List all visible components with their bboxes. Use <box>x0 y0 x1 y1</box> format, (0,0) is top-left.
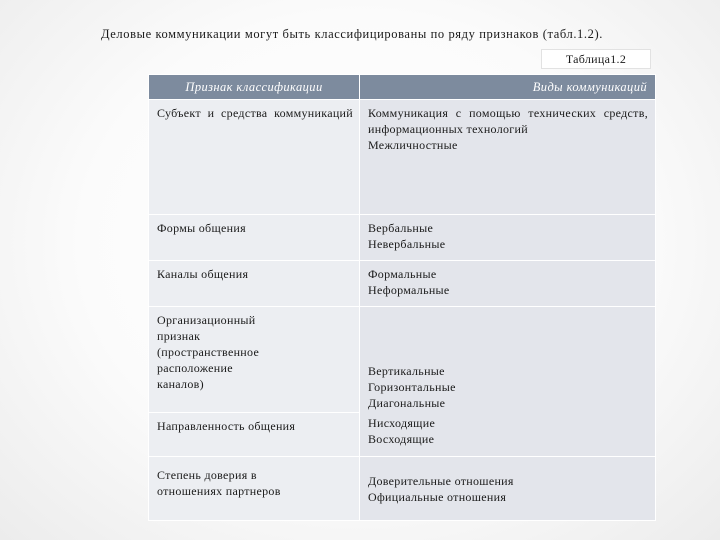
types-cell <box>360 457 656 521</box>
table-row <box>149 307 656 413</box>
feature-cell: Направленность общения <box>149 413 360 457</box>
type-item: Вертикальные <box>368 364 445 378</box>
table-row <box>149 100 656 215</box>
type-item: Межличностные <box>368 138 458 152</box>
feature-cell: Каналы общения <box>149 261 360 307</box>
feature-cell: Степень доверия в отношениях партнеров <box>149 457 360 521</box>
classification-table <box>148 74 656 521</box>
type-item: Неформальные <box>368 283 450 297</box>
type-item: Доверительные отношения <box>368 474 514 488</box>
feature-cell: Формы общения <box>149 215 360 261</box>
type-item: Невербальные <box>368 237 446 251</box>
type-item: Вербальные <box>368 221 434 235</box>
type-item: Коммуникация с помощью технических средств, информационных технологий <box>368 106 648 136</box>
type-item: Горизонтальные <box>368 380 456 394</box>
feature-cell: Субъект и средства коммуникаций <box>149 100 360 215</box>
types-cell <box>360 100 656 215</box>
types-cell <box>360 215 656 261</box>
types-cell <box>360 261 656 307</box>
table-row <box>149 261 656 307</box>
types-cell <box>360 307 656 457</box>
table-header-row <box>149 75 656 100</box>
type-item: Нисходящие <box>368 416 436 430</box>
type-item: Официальные отношения <box>368 490 507 504</box>
type-item: Диагональные <box>368 396 446 410</box>
intro-text: Деловые коммуникации могут быть классифицированы по ряду признаков (табл.1.2). <box>101 27 603 41</box>
feature-cell: Организационный признак (пространственное расположение каналов) <box>149 307 360 413</box>
header-types: Виды коммуникаций <box>360 75 656 100</box>
table-caption: Таблица1.2 <box>541 49 651 69</box>
type-item: Формальные <box>368 267 437 281</box>
type-item: Восходящие <box>368 432 435 446</box>
table-row <box>149 215 656 261</box>
table-row <box>149 457 656 521</box>
header-feature: Признак классификации <box>149 75 360 100</box>
